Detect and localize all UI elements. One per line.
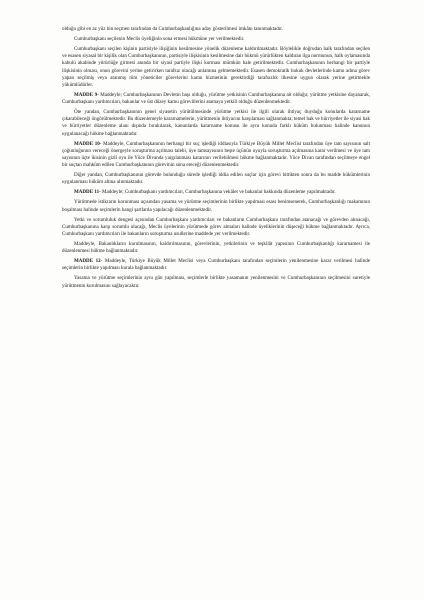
paragraph-text: Maddeyle, Cumhurbaşkanının herhangi bir suç işlediği iddiasıyla Türkiye Büyük Millet Meclisi tarafından üye tam sayısının salt çoğunluğunun vereceği önergeyle soruşturma açılması talebi, üye tamsayısının beşte üçünün oyuyla soruşturma açılmasına karar verilmesi ve üye tam sayısının üçte ikisinin gizli oyu ile Yüce Divanda yargılanması kararının verilebilmesi hükme bağlanmaktadır. Yüce Divan tarafından seçilmeye engel bir suçtan mahkûm edilen Cumhurbaşkanının görevinin sona ereceği düzenlenmektedir. (62, 140, 370, 169)
paragraph-text: Maddeyle; Cumhurbaşkanı yardımcıları, Cumhurbaşkanına vekâlet ve bakanlar hakkında düzenleme yapılmaktadır. (100, 189, 336, 196)
paragraph (62, 217, 370, 238)
paragraph-text: Diğer yandan, Cumhurbaşkanının görevde bulunduğu sürede işlediği iddia edilen suçlar için görevi bittikten sonra da bu madde hükümlerinin uygulanması hüküm altına alınmaktadır. (62, 172, 370, 186)
paragraph (62, 199, 370, 213)
paragraph (62, 275, 370, 289)
paragraph (62, 172, 370, 186)
paragraph (62, 241, 370, 255)
paragraph-text: Yürütmede istikrarın korunması açısından yasama ve yürütme seçimlerinin birlikte yapılması esası benimsenerek, Cumhurbaşkanlığı makamının boşalması halinde seçimlerin hangi şartlarda yapılacağı düzenlenmektedir. (62, 199, 370, 213)
paragraph-text: Yasama ve yürütme seçimlerinin aynı gün yapılması, seçimlerle birlikte yasamanın yenilenmesini ve Cumhurbaşkanının seçilmesini suretiyle yürütmenin kurulmasını sağlayacaktır. (62, 275, 370, 289)
paragraph-text: Maddeyle, Türkiye Büyük Millet Meclisi veya Cumhurbaşkanı tarafından seçimlerin yenilenmesine karar verilmesi halinde seçimlerin birlikte yapılması kurala bağlanmaktadır. (62, 258, 370, 272)
article-heading: MADDE 9- (74, 91, 99, 98)
article-heading: MADDE 10- (74, 140, 102, 147)
paragraph-text: Maddeyle, Bakanlıkların kurulmasının, kaldırılmasının, görevlerinin, yetkilerinin ve teşkilât yapısının Cumhurbaşkanlığı kararnamesi ile düzenlenmesi hükme bağlanmaktadır. (62, 240, 370, 255)
paragraph-text: Cumhurbaşkanı seçilen kişinin partisiyle ilişiğinin kesilmesine yönelik düzenleme kaldırılmaktadır. Böylelikle doğrudan halk tarafından seçilen ve esasen siyasal bir kişilik olan Cumhurbaşkanının, partisiyle ilişkisinin kesilmesine dair hükmü yürürlükten kaldıran ilga normunun, halk oylamasında kabulü akabinde yürürlüğe girmesi anında bir siyasi partiyle ilişki kurması mümkün hale getirilmektedir. Cumhurbaşkanının herhangi bir partiyle ilişkisinin olması, onun görevini yerine getirirken tarafsız olacağı anlamına gelmemektedir. Esasen demokratik hukuk devletlerinde kamu adına görev yapan seçilmiş veya atanmış tüm yöneticiler görevlerini kamu hizmetinin gerektirdiği tarafsızlık ilkesine uygun olarak yerine getirmekle yükümlüdürler. (62, 46, 370, 88)
article-heading: MADDE 11- (74, 189, 101, 196)
paragraph (62, 141, 370, 170)
paragraph (62, 26, 370, 33)
paragraph-text: Maddeyle; Cumhurbaşkanının Devletin başı olduğu, yürütme yetkisinin Cumhurbaşkanına ait olduğu; yürütme yetkisine dayanarak, Cumhurbaşkanı yardımcıları, bakanlar ve üst düzey kamu görevlilerini atamaya yetkili olduğu düzenlenmektedir. (62, 91, 371, 106)
paragraph-text: Öte yandan, Cumhurbaşkanının genel siyasetin yürütülmesinde yürütme yetkisi ile ilgili olarak ihtiyaç duyduğu konularda kararname çıkarabileceği öngörülmektedir. Bu düzenlemeyle kararnamelerin, yürütmenin ihtiyacını karşılaması sağlanmakta; temel hak ve hürriyetler ile siyasi hak ve hürriyetler düzenleme alanı dışında bırakılarak, kanunlarda kararname konusu ile aynı konuda farklı hüküm bulunması halinde kanunun uygulanacağı hükme bağlanmaktadır. (62, 109, 370, 137)
paragraph-text: Yetki ve sorumluluk dengesi açısından Cumhurbaşkanı yardımcıları ve bakanların Cumhurbaşkanı tarafından atanacağı ve görevden alınacağı, Cumhurbaşkanına karşı sorumlu olacağı, Meclis üyelerinin yürütmede görev almaları halinde üyeliklerinin düşeceği hükme bağlanmaktadır. Ayrıca, Cumhurbaşkanı yardımcıları ile bakanların soruşturma usullerine maddede yer verilmektedir. (62, 216, 370, 237)
paragraph (62, 258, 370, 272)
article-heading: MADDE 12- (74, 258, 103, 265)
paragraph (62, 189, 370, 196)
paragraph (62, 92, 370, 106)
paragraph (62, 109, 370, 138)
paragraph-text: olduğu gibi en az yüz bin seçmen tarafından da Cumhurbaşkanlığına aday gösterilmesi imkânı tanınmaktadır. (62, 26, 283, 32)
paragraph (62, 46, 370, 89)
paragraph (62, 36, 370, 43)
paragraph-text: Cumhurbaşkanı seçilenin Meclis üyeliğinin sona ermesi hükmüne yer verilmektedir. (74, 36, 245, 43)
